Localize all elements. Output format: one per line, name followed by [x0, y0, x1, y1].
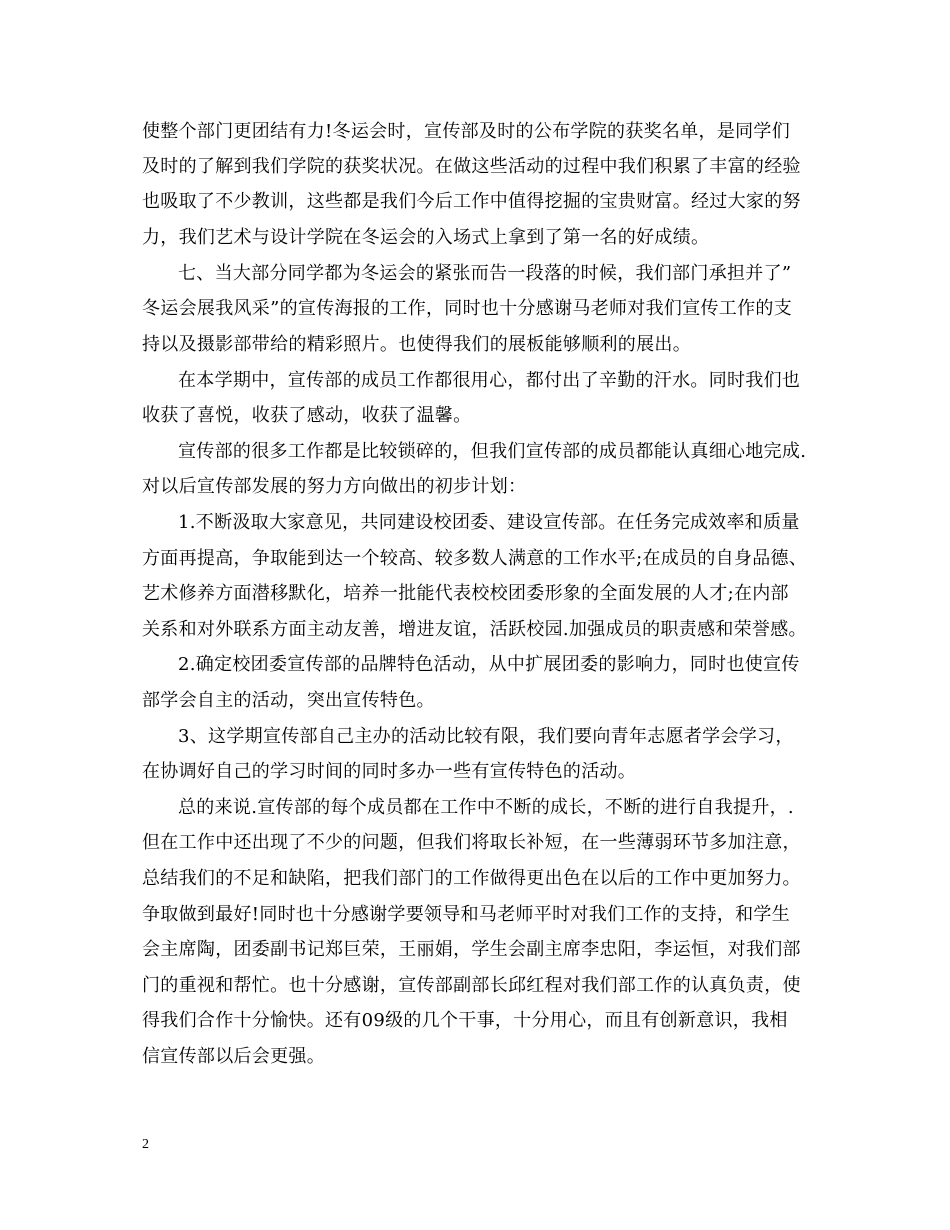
- text-line: 使整个部门更团结有力!冬运会时，宣传部及时的公布学院的获奖名单，是同学们: [142, 121, 791, 142]
- text-line: 3、这学期宣传部自己主办的活动比较有限，我们要向青年志愿者学会学习，: [178, 726, 794, 747]
- text-line: 方面再提高，争取能到达一个较高、较多数人满意的工作水平;在成员的自身品德、: [142, 548, 808, 569]
- text-line: 会主席陶，团委副书记郑巨荣，王丽娟，学生会副主席李忠阳，李运恒，对我们部: [142, 939, 801, 960]
- text-line: 及时的了解到我们学院的获奖状况。在做这些活动的过程中我们积累了丰富的经验: [142, 156, 801, 177]
- text-line: 总结我们的不足和缺陷，把我们部门的工作做得更出色在以后的工作中更加努力。: [142, 868, 801, 889]
- text-line: 艺术修养方面潜移默化，培养一批能代表校校团委形象的全面发展的人才;在内部: [142, 583, 789, 604]
- text-line: 收获了喜悦，收获了感动，收获了温馨。: [142, 405, 472, 426]
- text-line: 关系和对外联系方面主动友善，增进友谊，活跃校园.加强成员的职责感和荣誉感。: [142, 619, 807, 640]
- text-line: 力，我们艺术与设计学院在冬运会的入场式上拿到了第一名的好成绩。: [142, 227, 710, 248]
- text-line: 2.确定校团委宣传部的品牌特色活动，从中扩展团委的影响力，同时也使宣传: [178, 654, 800, 675]
- text-line: 部学会自主的活动，突出宣传特色。: [142, 690, 435, 711]
- text-line: 冬运会展我风采”的宣传海报的工作，同时也十分感谢马老师对我们宣传工作的支: [142, 298, 792, 319]
- text-line: 信宣传部以后会更强。: [142, 1046, 325, 1067]
- text-line: 争取做到最好!同时也十分感谢学要领导和马老师平时对我们工作的支持，和学生: [142, 904, 791, 925]
- text-line: 也吸取了不少教训，这些都是我们今后工作中值得挖掘的宝贵财富。经过大家的努: [142, 191, 801, 212]
- text-line: 在协调好自己的学习时间的同时多办一些有宣传特色的活动。: [142, 761, 637, 782]
- text-line: 在本学期中，宣传部的成员工作都很用心，都付出了辛勤的汗水。同时我们也: [178, 370, 801, 391]
- text-line: 七、当大部分同学都为冬运会的紧张而告一段落的时候，我们部门承担并了”: [178, 263, 792, 284]
- text-line: 得我们合作十分愉快。还有09级的几个干事，十分用心，而且有创新意识，我相: [142, 1010, 788, 1031]
- text-line: 1.不断汲取大家意见，共同建设校团委、建设宣传部。在任务完成效率和质量: [178, 512, 800, 533]
- text-line: 持以及摄影部带给的精彩照片。也使得我们的展板能够顺利的展出。: [142, 334, 691, 355]
- text-line: 门的重视和帮忙。也十分感谢，宣传部副部长邱红程对我们部工作的认真负责，使: [142, 975, 801, 996]
- page-number: 2: [142, 1137, 149, 1152]
- text-line: 对以后宣传部发展的努力方向做出的初步计划：: [142, 476, 527, 497]
- text-line: 总的来说.宣传部的每个成员都在工作中不断的成长，不断的进行自我提升，.: [178, 797, 794, 818]
- text-line: 但在工作中还出现了不少的问题，但我们将取长补短，在一些薄弱环节多加注意，: [142, 832, 801, 853]
- text-line: 宣传部的很多工作都是比较锁碎的，但我们宣传部的成员都能认真细心地完成.: [178, 441, 807, 462]
